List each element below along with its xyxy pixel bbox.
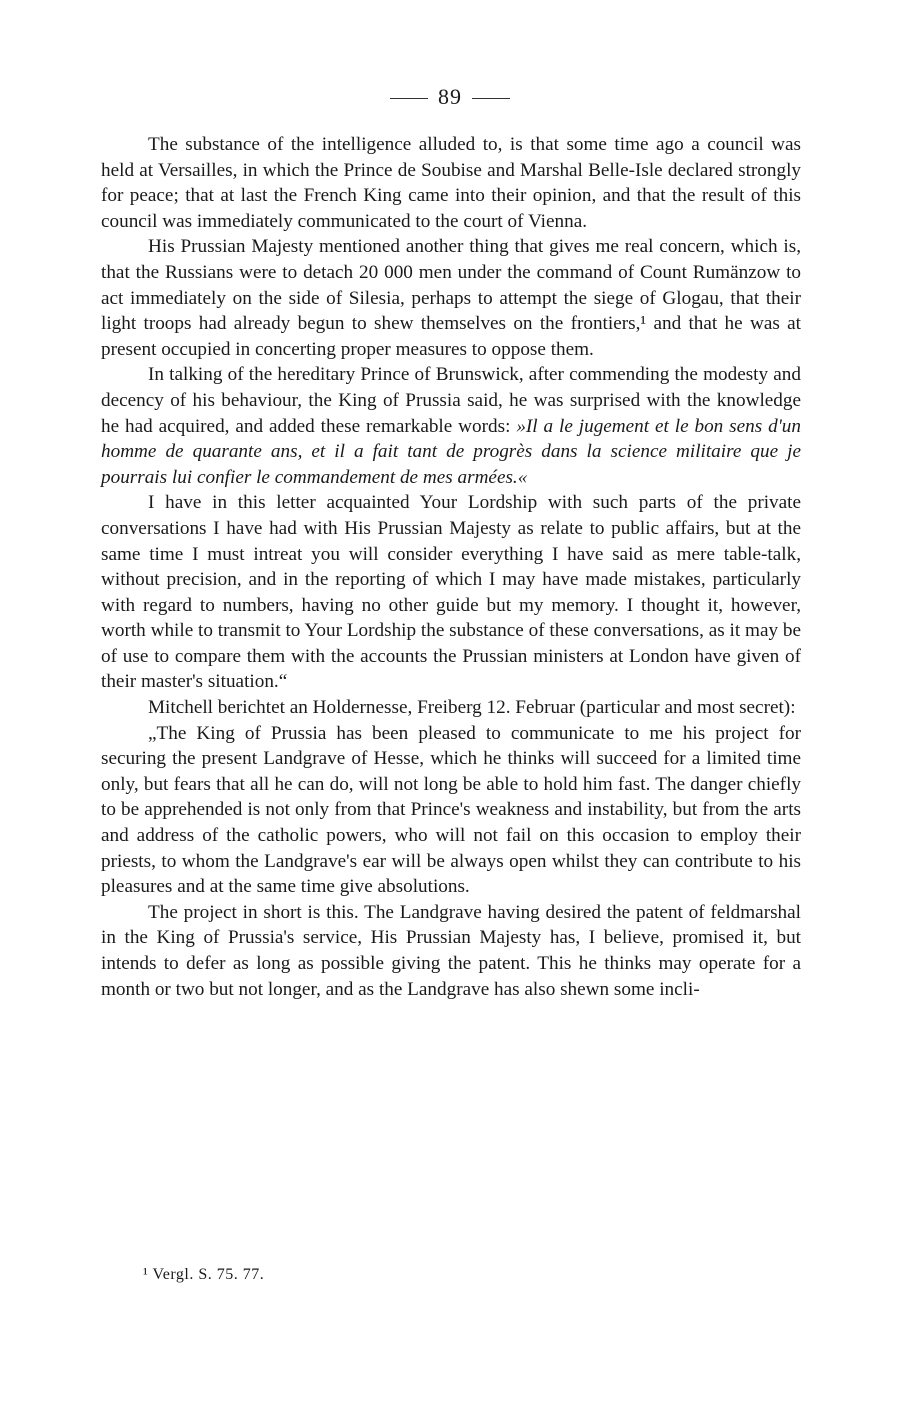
footnote: ¹ Vergl. S. 75. 77. — [143, 1266, 265, 1283]
italic-quote: »Il a le jugement et le bon sens d'un homme de quarante ans, et il a fait tant de progrès dans la science militaire que je pourrais lui confier le commandement de mes armées.« — [101, 415, 801, 488]
paragraph-text: In talking of the hereditary Prince of Brunswick, after commending the modesty and decency of his behaviour, the King of Prussia said, he was surprised with the knowledge he had acquired, and added these remarkable words: — [101, 364, 801, 437]
paragraph-text: The project in short is this. The Landgrave having desired the patent of feldmarshal in the King of Prussia's service, His Prussian Majesty has, I believe, promised it, but intends to defer as long as possible giving the patent. This he thinks may operate for a month or two but not longer, and as the Landgrave has also shewn some incli- — [101, 901, 801, 1000]
paragraph-text: His Prussian Majesty mentioned another thing that gives me real concern, which is, that the Russians were to detach 20 000 men under the command of Count Rumänzow to act immediately on the side of Silesia, perhaps to attempt the siege of Glogau, that their light troops had already begun to shew themselves on the frontiers,¹ and that he was at present occupied in concerting proper measures to oppose them. — [101, 236, 801, 360]
page-number: 89 — [438, 84, 462, 109]
paragraph — [101, 721, 801, 900]
paragraph — [101, 362, 801, 490]
body-text — [101, 132, 801, 1002]
paragraph-text: The substance of the intelligence alluded to, is that some time ago a council was held at Versailles, in which the Prince de Soubise and Marshal Belle-Isle declared strongly for peace; that at last the French King came into their opinion, and that the result of this council was immediately communicated to the court of Vienna. — [101, 134, 801, 232]
right-dash-rule — [472, 98, 510, 99]
left-dash-rule — [390, 98, 428, 99]
paragraph — [101, 900, 801, 1002]
paragraph-text: I have in this letter acquainted Your Lordship with such parts of the private conversations I have had with His Prussian Majesty as relate to public affairs, but at the same time I must intreat you will consider everything I have said as mere table-talk, without precision, and in the reporting of which I may have made mistakes, particularly with regard to numbers, having no other guide but my memory. I thought it, however, worth while to transmit to Your Lordship the substance of these conversations, as it may be of use to compare them with the accounts the Prussian ministers at London have given of their master's situation.“ — [101, 492, 801, 693]
paragraph — [101, 234, 801, 362]
paragraph-text: „The King of Prussia has been pleased to communicate to me his project for securing the present Landgrave of Hesse, which he thinks will succeed for a limited time only, but fears that all he can do, will not long be able to hold him fast. The danger chiefly to be apprehended is not only from that Prince's weakness and instability, but from the arts and address of the catholic powers, who will not fail on this occasion to employ their priests, to whom the Landgrave's ear will be always open whilst they can contribute to his pleasures and at the same time give absolutions. — [101, 722, 801, 898]
paragraph — [101, 695, 801, 721]
paragraph — [101, 490, 801, 695]
paragraph — [101, 132, 801, 234]
paragraph-text: Mitchell berichtet an Holdernesse, Freiberg 12. Februar (particular and most secret): — [148, 697, 796, 719]
page-number-header — [0, 84, 900, 110]
